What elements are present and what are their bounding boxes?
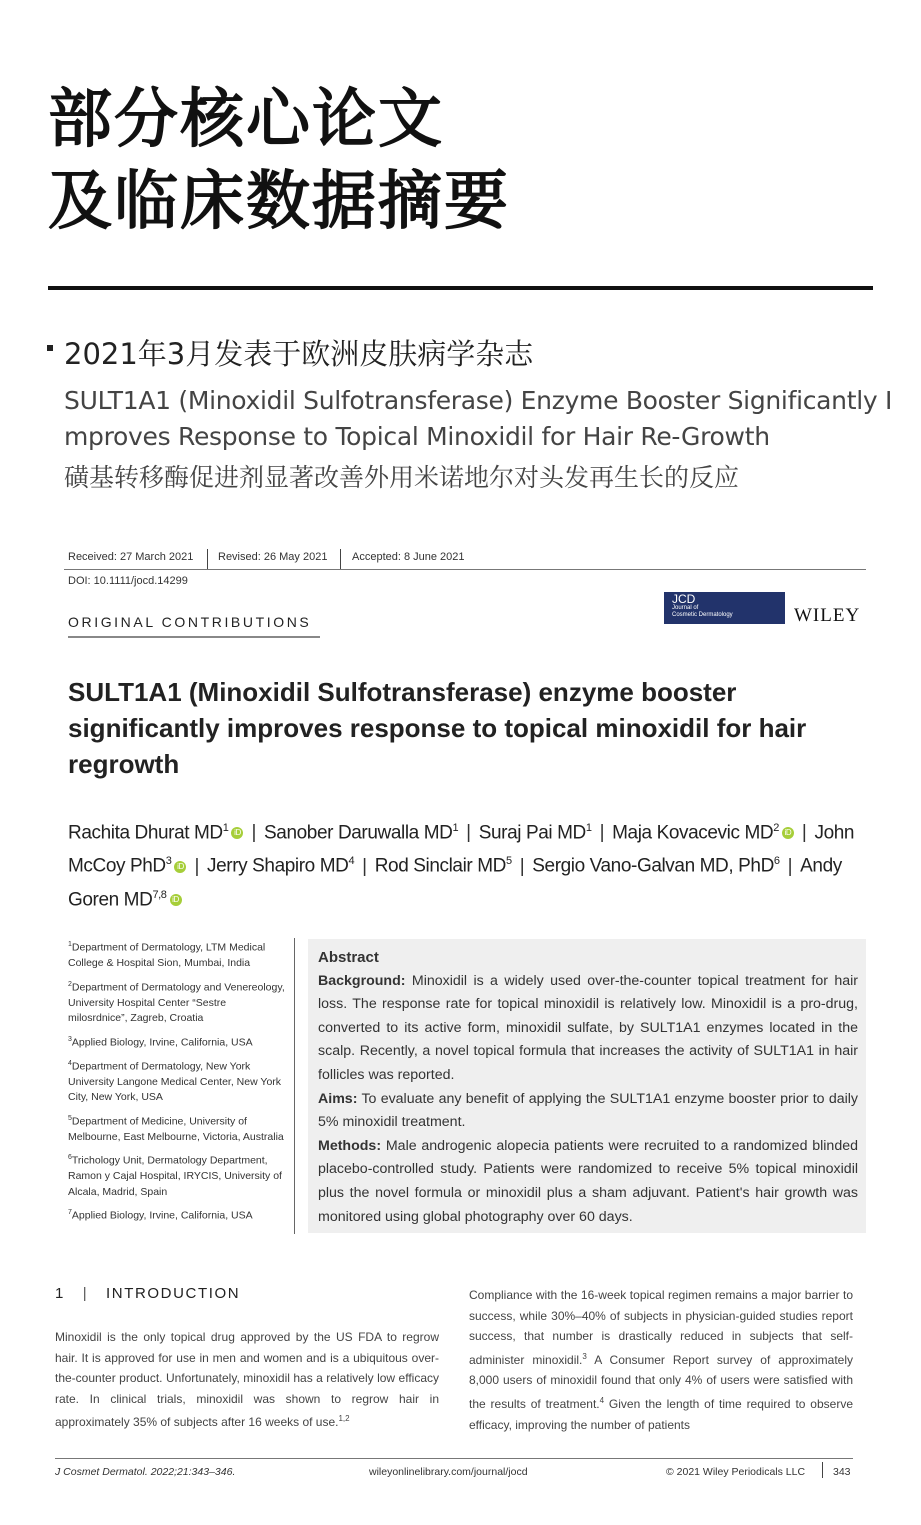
orcid-icon[interactable]: iD — [170, 894, 182, 906]
author-name[interactable]: Rod Sinclair MD — [374, 855, 506, 877]
intro-right-text-b: A Consumer Report survey of approximately 8,000 users of minoxidil found that only 4% of users were satisfied with the results of treatment. — [469, 1352, 854, 1411]
affiliation-text: Trichology Unit, Dermatology Department, Ramon y Cajal Hospital, IRYCIS, University of Alcala, Madrid, Spain — [68, 1154, 282, 1198]
article-title: SULT1A1 (Minoxidil Sulfotransferase) enzyme booster significantly improves response to topical minoxidil for hair regrowth — [68, 677, 807, 779]
author-affiliation-sup: 1 — [585, 822, 592, 834]
affiliation-sup: 4 — [68, 1059, 72, 1067]
methods-label: Methods: — [318, 1137, 382, 1154]
meta-separator — [340, 549, 341, 569]
publisher-logo: WILEY — [794, 605, 861, 626]
author-separator: | — [787, 855, 793, 877]
page-title-line2: 及临床数据摘要 — [48, 165, 510, 239]
english-title-line2: mproves Response to Topical Minoxidil for Hair Re-Growth — [64, 422, 770, 451]
footer-divider — [55, 1458, 853, 1459]
author-affiliation-sup: 5 — [505, 855, 512, 868]
intro-right-column — [469, 1285, 853, 1435]
intro-left-column — [55, 1327, 439, 1433]
author-separator: | — [801, 822, 807, 844]
author-separator: | — [466, 822, 471, 844]
author-separator: | — [519, 855, 525, 877]
author-list — [68, 814, 878, 914]
aims-text: To evaluate any benefit of applying the SULT1A1 enzyme booster prior to daily 5% minoxidil treatment. — [318, 1090, 858, 1131]
orcid-icon[interactable]: iD — [174, 861, 186, 873]
affiliation-item — [68, 1205, 286, 1224]
author-name[interactable]: Jerry Shapiro MD — [207, 855, 349, 877]
orcid-icon[interactable]: iD — [782, 827, 794, 839]
affiliation-item — [68, 937, 286, 972]
journal-logo — [664, 592, 785, 624]
background-text: Minoxidil is a widely used over-the-counter topical treatment for hair loss. The response rate for topical minoxidil is relatively low. Minoxidil is a pro-drug, converted to its active form, minoxidil sulfate, by SULT1A1 enzymes located in the scalp. Recently, a novel topical formula that increases the activity of SULT1A1 in hair follicles was reported. — [318, 972, 858, 1083]
citation-sup: 1,2 — [338, 1414, 350, 1424]
affiliation-text: Applied Biology, Irvine, California, USA — [71, 1036, 253, 1048]
chinese-title: 磺基转移酶促进剂显著改善外用米诺地尔对头发再生长的反应 — [64, 463, 740, 492]
affiliation-item — [68, 1032, 286, 1051]
author-separator: | — [599, 822, 605, 844]
affiliation-item — [68, 1150, 286, 1200]
author-separator: | — [362, 855, 367, 877]
category-underline — [68, 636, 320, 638]
author-affiliation-sup: 6 — [773, 855, 780, 868]
page-title-line1: 部分核心论文 — [48, 83, 444, 157]
article-category: ORIGINAL CONTRIBUTIONS — [68, 614, 312, 630]
affiliation-text: Department of Dermatology, New York University Langone Medical Center, New York City, New York, USA — [68, 1060, 282, 1103]
affiliation-text: Department of Medicine, University of Melbourne, East Melbourne, Victoria, Australia — [68, 1115, 284, 1143]
author-name[interactable]: Suraj Pai MD — [478, 822, 586, 844]
methods-text: Male androgenic alopecia patients were recruited to a randomized blinded placebo-controlled study. Patients were randomized to receive 5% topical minoxidil plus the novel formula or minoxidil plus a sham adjuvant. Patient's hair growth was monitored using global photography over 60 days. — [318, 1137, 858, 1225]
received-date: Received: 27 March 2021 — [68, 551, 194, 563]
meta-divider — [64, 569, 866, 570]
intro-heading: 1 | INTRODUCTION — [55, 1285, 241, 1302]
journal-logo-line1: Journal of — [672, 605, 699, 611]
revised-date: Revised: 26 May 2021 — [218, 551, 328, 563]
author-affiliation-sup: 7,8 — [152, 888, 167, 901]
author-affiliation-sup: 3 — [165, 855, 172, 868]
author-name[interactable]: Sergio Vano-Galvan MD, PhD — [532, 855, 774, 877]
english-title-line1: SULT1A1 (Minoxidil Sulfotransferase) Enzyme Booster Significantly I — [64, 386, 893, 415]
author-separator: | — [251, 822, 257, 844]
author-separator: | — [194, 855, 200, 877]
author-name[interactable]: Sanober Daruwalla MD — [264, 822, 453, 844]
bullet-icon — [47, 345, 53, 351]
affiliation-sup: 5 — [68, 1114, 72, 1122]
intro-number: 1 — [55, 1285, 65, 1302]
affiliation-text: Department of Dermatology and Venereology, University Hospital Center “Sestre milosrdnice”, Zagreb, Croatia — [68, 981, 285, 1024]
author-affiliation-sup: 4 — [348, 855, 355, 868]
author-affiliation-sup: 2 — [773, 822, 779, 834]
author-name[interactable]: Rachita Dhurat MD — [68, 822, 223, 844]
intro-left-text: Minoxidil is the only topical drug approved by the US FDA to regrow hair. It is approved for use in men and women and is a ubiquitous over-the-counter product. Unfortunately, minoxidil has a relatively low efficacy rate. In clinical trials, minoxidil was shown to regrow hair in approximately 35% of subjects after 16 weeks of use. — [55, 1330, 439, 1430]
author-affiliation-sup: 1 — [452, 822, 459, 834]
affiliation-sup: 3 — [68, 1035, 72, 1043]
section-heading: 2021年3月发表于欧洲皮肤病学杂志 — [64, 337, 534, 371]
author-name[interactable]: Andy Goren MD — [68, 855, 842, 910]
footer-url[interactable]: wileyonlinelibrary.com/journal/jocd — [369, 1466, 528, 1478]
aims-label: Aims: — [318, 1090, 358, 1107]
affiliation-text: Applied Biology, Irvine, California, USA — [71, 1209, 253, 1222]
citation-sup: 3 — [582, 1351, 587, 1361]
orcid-icon[interactable]: iD — [231, 827, 243, 839]
affiliation-sup: 1 — [68, 941, 72, 948]
affiliation-sup: 6 — [68, 1154, 72, 1161]
affiliation-text: Department of Dermatology, LTM Medical College & Hospital Sion, Mumbai, India — [68, 941, 266, 969]
affiliation-item — [68, 977, 286, 1027]
doi[interactable]: DOI: 10.1111/jocd.14299 — [68, 575, 188, 587]
page-number: 343 — [833, 1466, 851, 1478]
author-name[interactable]: Maja Kovacevic MD — [612, 822, 774, 844]
footer-separator — [822, 1462, 823, 1478]
footer-citation: J Cosmet Dermatol. 2022;21:343–346. — [55, 1466, 236, 1478]
meta-separator — [207, 549, 208, 569]
affiliation-sup: 2 — [68, 980, 72, 988]
affiliation-item — [68, 1056, 286, 1106]
abstract — [318, 946, 858, 1229]
citation-sup: 4 — [599, 1395, 605, 1405]
author-affiliation-sup: 1 — [222, 822, 229, 834]
title-divider — [48, 286, 873, 290]
intro-right-text-a: Compliance with the 16-week topical regimen remains a major barrier to success, while 30%–40% of subjects in physician-guided studies report success, that number is drastically reduced in subjects that self-administer minoxidil. — [469, 1288, 853, 1367]
journal-logo-line2: Cosmetic Dermatology — [672, 612, 733, 618]
footer-copyright: © 2021 Wiley Periodicals LLC — [666, 1466, 806, 1478]
affiliation-item — [68, 1111, 286, 1146]
accepted-date: Accepted: 8 June 2021 — [352, 551, 465, 563]
affiliation-list — [68, 937, 286, 1229]
intro-right-text-c: Given the length of time required to observe efficacy, improving the number of patients — [469, 1396, 853, 1432]
background-label: Background: — [318, 972, 406, 989]
affiliation-divider — [294, 938, 295, 1234]
affiliation-sup: 7 — [68, 1209, 72, 1216]
journal-logo-abbrev: JCD — [672, 592, 696, 606]
intro-title: INTRODUCTION — [106, 1285, 241, 1302]
author-name[interactable]: John McCoy PhD — [68, 822, 855, 877]
abstract-heading: Abstract — [318, 949, 379, 966]
